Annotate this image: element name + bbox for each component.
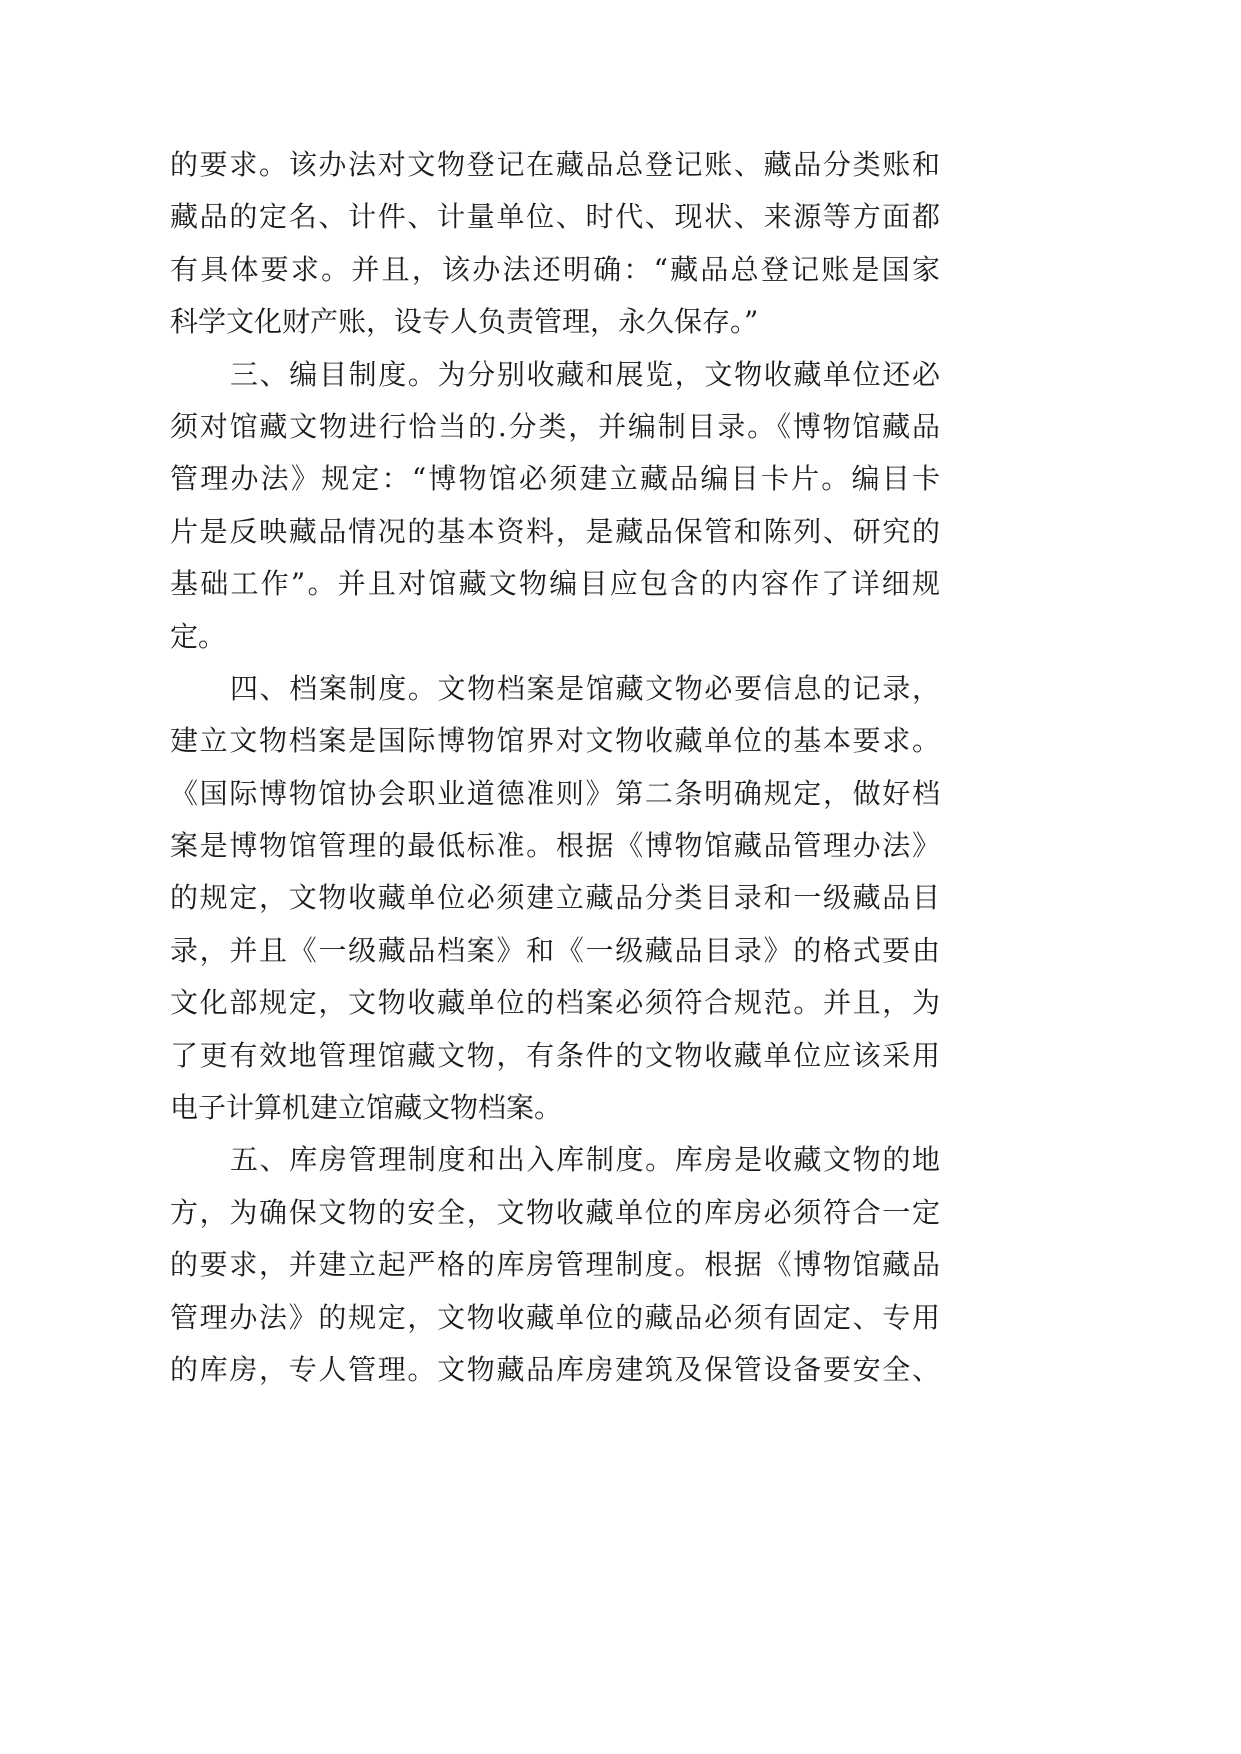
text-line: 须对馆藏文物进行恰当的.分类，并编制目录。《博物馆藏品 bbox=[170, 409, 940, 443]
text-line: 的库房，专人管理。文物藏品库房建筑及保管设备要安全、 bbox=[170, 1352, 940, 1386]
text-line: 五、库房管理制度和出入库制度。库房是收藏文物的地 bbox=[230, 1143, 940, 1177]
text-line: 方，为确保文物的安全，文物收藏单位的库房必须符合一定 bbox=[170, 1195, 940, 1229]
text-line: 有具体要求。并且，该办法还明确：“藏品总登记账是国家 bbox=[170, 252, 940, 286]
paragraph bbox=[170, 349, 940, 663]
text-line: 建立文物档案是国际博物馆界对文物收藏单位的基本要求。 bbox=[170, 724, 940, 758]
text-line: 基础工作”。并且对馆藏文物编目应包含的内容作了详细规 bbox=[170, 567, 940, 601]
text-line: 的规定，文物收藏单位必须建立藏品分类目录和一级藏品目 bbox=[170, 881, 940, 915]
text-line: 案是博物馆管理的最低标准。根据《博物馆藏品管理办法》 bbox=[170, 829, 940, 863]
text-line: 科学文化财产账，设专人负责管理，永久保存。” bbox=[170, 305, 759, 339]
text-line: 《国际博物馆协会职业道德准则》第二条明确规定，做好档 bbox=[170, 776, 940, 810]
text-line: 管理办法》的规定，文物收藏单位的藏品必须有固定、专用 bbox=[170, 1300, 940, 1334]
paragraph bbox=[170, 1134, 940, 1396]
text-line: 藏品的定名、计件、计量单位、时代、现状、来源等方面都 bbox=[170, 200, 940, 234]
text-line: 管理办法》规定：“博物馆必须建立藏品编目卡片。编目卡 bbox=[170, 462, 940, 496]
text-line: 定。 bbox=[170, 619, 227, 653]
paragraph bbox=[170, 139, 940, 349]
text-line: 的要求，并建立起严格的库房管理制度。根据《博物馆藏品 bbox=[170, 1248, 940, 1282]
text-line: 三、编目制度。为分别收藏和展览，文物收藏单位还必 bbox=[230, 357, 940, 391]
document-body bbox=[170, 139, 940, 1396]
text-line: 片是反映藏品情况的基本资料，是藏品保管和陈列、研究的 bbox=[170, 514, 940, 548]
text-line: 了更有效地管理馆藏文物，有条件的文物收藏单位应该采用 bbox=[170, 1038, 940, 1072]
text-line: 录，并且《一级藏品档案》和《一级藏品目录》的格式要由 bbox=[170, 933, 940, 967]
paragraph bbox=[170, 663, 940, 1135]
text-line: 文化部规定，文物收藏单位的档案必须符合规范。并且，为 bbox=[170, 986, 940, 1020]
text-line: 四、档案制度。文物档案是馆藏文物必要信息的记录， bbox=[230, 671, 940, 705]
text-line: 的要求。该办法对文物登记在藏品总登记账、藏品分类账和 bbox=[170, 148, 940, 181]
text-line: 电子计算机建立馆藏文物档案。 bbox=[170, 1091, 563, 1125]
